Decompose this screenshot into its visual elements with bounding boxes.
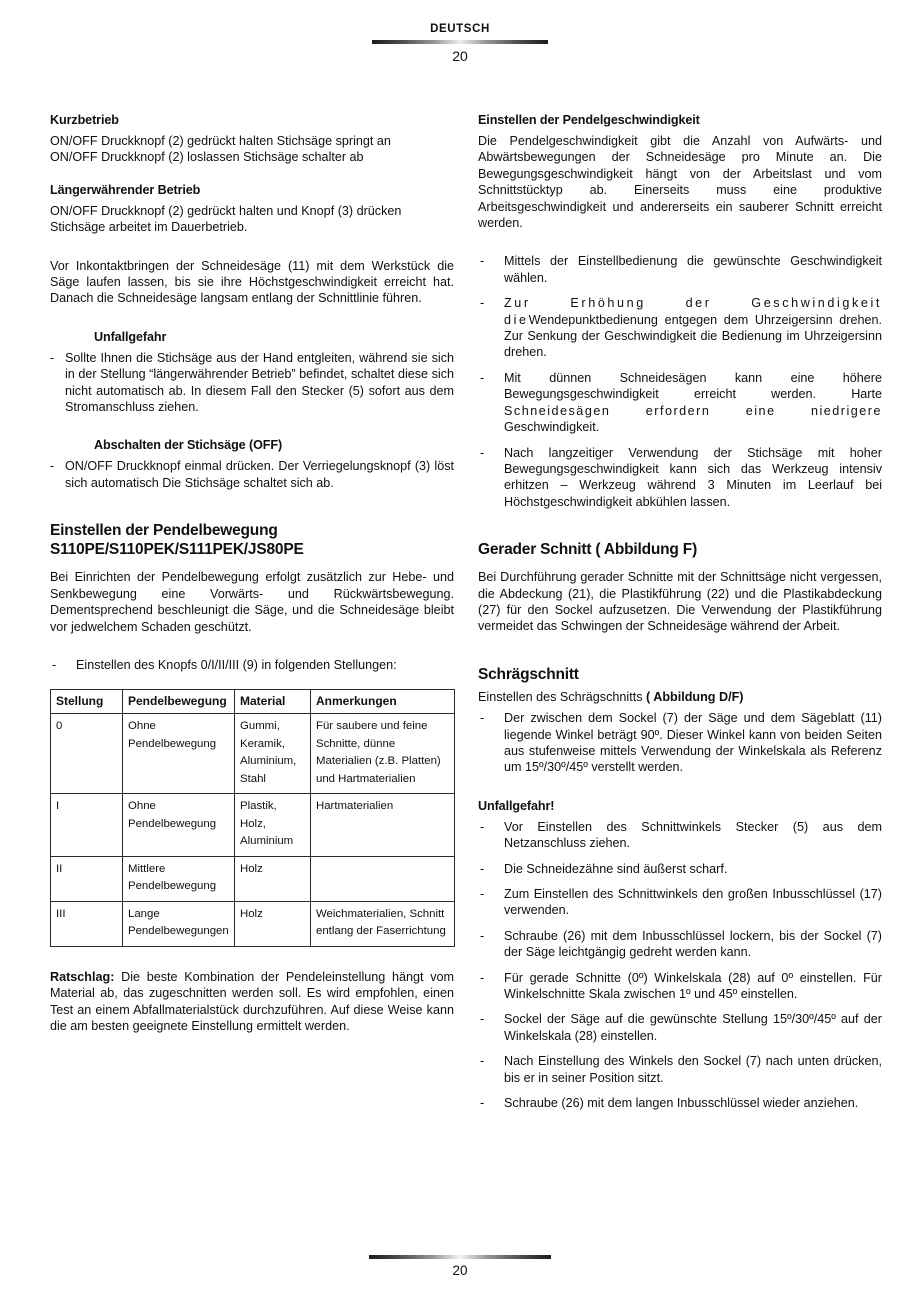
dash-bullet-icon: - [480,1054,485,1069]
kurzbetrieb-line-2: ON/OFF Druckknopf (2) loslassen Stichsäge schalter ab [50,150,364,165]
list-item-text: ON/OFF Druckknopf einmal drücken. Der Verriegelungsknopf (3) löst sich automatisch Die Stichsäge schaltet sich ab. [65,459,454,490]
header-page-number: 20 [452,48,468,64]
list-item-text: Sockel der Säge auf die gewünschte Stellung 15º/30º/45º auf der Winkelskala (28) einstellen. [504,1012,882,1043]
cell-material: Holz [235,901,311,946]
unfallgefahr-left-list [50,350,454,416]
laengerwaehrender-line-1: ON/OFF Druckknopf (2) gedrückt halten und Knopf (3) drücken Stichsäge arbeitet im Dauerbetrieb. [50,203,402,235]
page-header [0,0,920,65]
cell-anmerkungen: Weichmaterialien, Schnitt entlang der Faserrichtung [311,901,455,946]
dash-bullet-icon: - [480,711,485,726]
dash-bullet-icon: - [480,887,485,901]
cell-stellung: III [51,901,123,946]
list-item-text: Nach Einstellung des Winkels den Sockel (7) nach unten drücken, bis er in seiner Position sitzt. [504,1054,882,1085]
footer-page-number: 20 [452,1263,468,1278]
list-item-text: Sollte Ihnen die Stichsäge aus der Hand entgleiten, während sie sich in der Stellung “längerwährender Betrieb” befindet, schaltet diese sich nicht automatisch ab. In diesem Fall den Stecker (5) sofort aus dem Stromanschluss ziehen. [65,350,454,415]
list-item-text: Vor Einstellen des Schnittwinkels Stecker (5) aus dem Netzanschluss ziehen. [504,819,882,851]
dash-bullet-icon: - [480,445,485,460]
ratschlag-text: Die beste Kombination der Pendeleinstellung hängt vom Material ab, das zugeschnitten werden soll. Es wird empfohlen, einen Test an einem Abfallmaterialstück durchzuführen. Auf diese Weise kann die am besten geeignete Einstellung ermittelt werden. [50,969,454,1034]
heading-unfallgefahr-left: Unfallgefahr [94,329,167,344]
column-header-material: Material [235,690,311,714]
ratschlag-paragraph [50,969,454,1035]
cell-material: Plastik, Holz, Aluminium [235,794,311,857]
pendelgeschwindigkeit-list [478,253,882,510]
list-item [50,657,454,673]
dash-bullet-icon: - [480,296,485,311]
cell-pendelbewegung: Mittlere Pendelbewegung [123,856,235,901]
ratschlag-label: Ratschlag: [50,969,115,984]
list-item [478,928,882,961]
list-item-text-tracked: Schneidesägen erfordern eine niedrigere [504,403,882,418]
column-header-stellung: Stellung [51,690,123,714]
list-item-text: Schraube (26) mit dem langen Inbusschlüssel wieder anziehen. [504,1096,859,1111]
list-item [478,886,882,919]
list-item [478,445,882,511]
list-item [50,458,454,491]
schraegschnitt-subheading [478,689,882,705]
column-header-pendelbewegung: Pendelbewegung [123,690,235,714]
list-item-text: Die Schneidezähne sind äußerst scharf. [504,861,728,876]
schraegschnitt-list [478,710,882,776]
column-header-anmerkungen: Anmerkungen [311,690,455,714]
list-item [478,970,882,1003]
list-item [478,861,882,877]
cell-anmerkungen: Für saubere und feine Schnitte, dünne Materialien (z.B. Platten) und Hartmaterialien [311,714,455,794]
table-row [51,794,455,857]
list-item-text-tail: Geschwindigkeit. [504,420,600,435]
dash-bullet-icon: - [480,1096,485,1111]
abschalten-list [50,458,454,491]
list-item-text: Wendepunktbedienung entgegen dem Uhrzeigersinn drehen. Zur Senkung der Geschwindigkeit die Bedienung im Uhrzeigersinn drehen. [504,312,882,360]
schraegschnitt-subheading-bold: ( Abbildung D/F) [646,689,744,704]
list-item-text: Mit dünnen Schneidesägen kann eine höhere Bewegungsgeschwindigkeit erreicht werden. Harte [504,370,882,402]
list-item-text: Einstellen des Knopfs 0/I/II/III (9) in folgenden Stellungen: [76,657,397,672]
cell-pendelbewegung: Ohne Pendelbewegung [123,794,235,857]
heading-schraegschnitt: Schrägschnitt [478,665,579,683]
right-column [478,112,882,1111]
pendelgeschwindigkeit-paragraph: Die Pendelgeschwindigkeit gibt die Anzahl von Aufwärts- und Abwärtsbewegungen der Schneidesäge pro Minute an. Die Bewegungsgeschwindigkeit hängt von der Arbeitslast und vom Schnittstücktyp ab. Einerseits muss eine produktive Arbeitsgeschwindigkeit und andererseits ein sauberer Schnitt erreicht werden. [478,134,882,231]
intro-paragraph: Vor Inkontaktbringen der Schneidesäge (11) mit dem Werkstück die Säge laufen lassen, bis sie ihre Höchstgeschwindigkeit erreicht hat. Danach die Schneidesäge langsam entlang der Schnittlinie führen. [50,258,454,306]
cell-material: Gummi, Keramik, Aluminium, Stahl [235,714,311,794]
unfallgefahr-right-list [478,819,882,1112]
table-row [51,714,455,794]
list-item-text: Schraube (26) mit dem Inbusschlüssel lockern, bis der Sockel (7) der Säge leichtgängig gedreht werden kann. [504,928,882,960]
heading-unfallgefahr-right: Unfallgefahr! [478,798,555,813]
heading-kurzbetrieb: Kurzbetrieb [50,113,119,127]
dash-bullet-icon: - [52,657,57,672]
heading-pendelbewegung-line2: S110PE/S110PEK/S111PEK/JS80PE [50,541,304,559]
left-column [50,112,454,1034]
cell-stellung: I [51,794,123,857]
cell-pendelbewegung: Lange Pendelbewegungen [123,901,235,946]
list-item-text: Nach langzeitiger Verwendung der Stichsäge mit hoher Bewegungsgeschwindigkeit kann sich das Werkzeug intensiv erhitzen – Werkzeug während 3 Minuten im Leerlauf bei Höchstgeschwindigkeit abkühlen lassen. [504,445,882,509]
dash-bullet-icon: - [50,459,55,474]
kurzbetrieb-line-1: ON/OFF Druckknopf (2) gedrückt halten Stichsäge springt an [50,134,391,148]
gerader-schnitt-paragraph: Bei Durchführung gerader Schnitte mit der Schnittsäge nicht vergessen, die Abdeckung (21), die Plastikführung (22) und die Plastikabdeckung (27) für den Sockel aufzusetzen. Die Verwendung der Plastikführung vermeidet das Schwingen der Schneidesäge während der Arbeit. [478,570,882,634]
dash-bullet-icon: - [480,254,485,269]
list-item-text-lead: Zur Erhöhung der Geschwindigkeit die [504,296,882,327]
knopf-stellungen-list [50,657,454,673]
dash-bullet-icon: - [480,928,485,943]
list-item [478,819,882,852]
cell-anmerkungen [311,856,455,901]
dash-bullet-icon: - [480,819,485,834]
list-item [478,370,882,436]
dash-bullet-icon: - [480,370,485,385]
heading-abschalten-off: Abschalten der Stichsäge (OFF) [94,438,283,453]
list-item [478,1095,882,1111]
list-item-text: Der zwischen dem Sockel (7) der Säge und dem Sägeblatt (11) liegende Winkel beträgt 90º. Dieser Winkel kann von beiden Seiten aus stufenweise mittels Verwendung der Winkelskala als Referenz um 15º/30º/45º verstellt werden. [504,711,882,775]
list-item [478,253,882,286]
list-item-text: Mittels der Einstellbedienung die gewünschte Geschwindigkeit wählen. [504,254,882,285]
table-row [51,856,455,901]
heading-pendelgeschwindigkeit: Einstellen der Pendelgeschwindigkeit [478,113,700,127]
dash-bullet-icon: - [480,861,485,876]
cell-stellung: II [51,856,123,901]
dash-bullet-icon: - [480,1012,485,1027]
dash-bullet-icon: - [50,350,55,365]
header-language-title: DEUTSCH [430,23,490,35]
table-row [51,901,455,946]
heading-laengerwaehrender-betrieb: Längerwährender Betrieb [50,182,201,197]
list-item [478,1011,882,1044]
cell-material: Holz [235,856,311,901]
pendelbewegung-paragraph: Bei Einrichten der Pendelbewegung erfolgt zusätzlich zur Hebe- und Senkbewegung eine Vorwärts- und Rückwärtsbewegung. Dementsprechend beschleunigt die Säge, und die Schneidesäge bleibt vor jedwelchem Schaden geschützt. [50,570,454,634]
cell-pendelbewegung: Ohne Pendelbewegung [123,714,235,794]
table-header-row [51,690,455,714]
list-item [50,350,454,416]
list-item [478,710,882,776]
list-item-text: Zum Einstellen des Schnittwinkels den großen Inbusschlüssel (17) verwenden. [504,887,882,918]
heading-gerader-schnitt: Gerader Schnitt ( Abbildung F) [478,541,698,559]
cell-anmerkungen: Hartmaterialien [311,794,455,857]
page-footer [0,1255,920,1279]
schraegschnitt-subheading-plain: Einstellen des Schrägschnitts [478,689,647,704]
pendelbewegung-table [50,689,455,947]
list-item [478,1053,882,1086]
dash-bullet-icon: - [480,970,485,985]
list-item [478,295,882,361]
cell-stellung: 0 [51,714,123,794]
list-item-text: Für gerade Schnitte (0º) Winkelskala (28) auf 0º einstellen. Für Winkelschnitte Skala zwischen 1º und 45º einstellen. [504,970,882,1002]
heading-pendelbewegung-line1: Einstellen der Pendelbewegung [50,522,278,540]
